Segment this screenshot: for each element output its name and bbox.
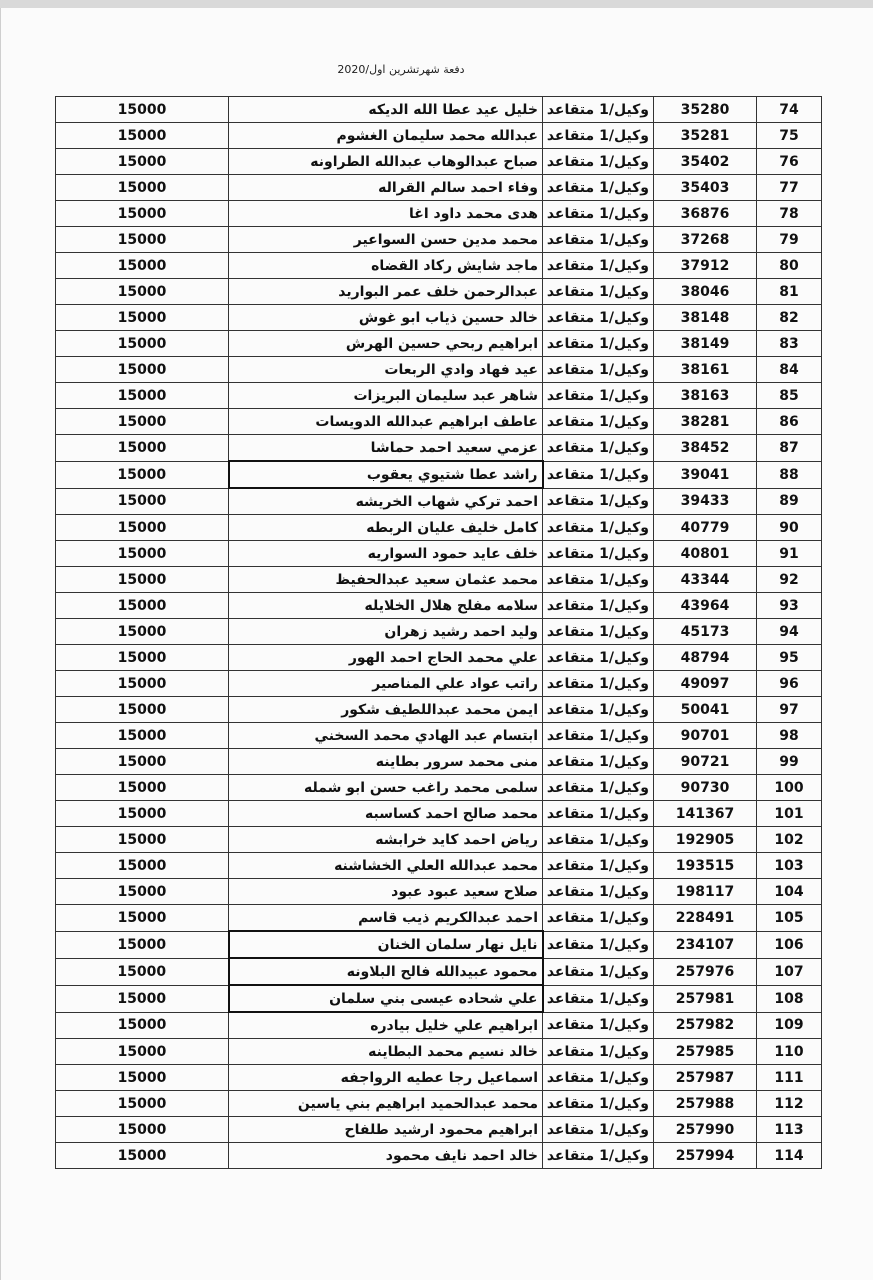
member-type-cell: وكيل/1 متقاعد xyxy=(543,1039,654,1065)
amount-cell: 15000 xyxy=(56,488,229,515)
member-id-cell: 257981 xyxy=(654,985,757,1012)
member-name-cell: خليل عيد عطا الله الديكه xyxy=(229,97,543,123)
table-row xyxy=(56,149,822,175)
row-number-cell: 112 xyxy=(757,1091,822,1117)
member-id-cell: 37268 xyxy=(654,227,757,253)
row-number-cell: 87 xyxy=(757,435,822,462)
table-row xyxy=(56,671,822,697)
row-number-cell: 104 xyxy=(757,879,822,905)
member-name-cell: علي شحاده عيسى بني سلمان xyxy=(229,985,543,1012)
member-id-cell: 141367 xyxy=(654,801,757,827)
row-number-cell: 111 xyxy=(757,1065,822,1091)
member-name-cell: ابراهيم علي خليل بيادره xyxy=(229,1012,543,1039)
member-id-cell: 257982 xyxy=(654,1012,757,1039)
member-id-cell: 38163 xyxy=(654,383,757,409)
member-name-cell: احمد تركي شهاب الخريشه xyxy=(229,488,543,515)
payment-table xyxy=(55,96,822,1169)
member-name-cell: كامل خليف عليان الربطه xyxy=(229,515,543,541)
member-id-cell: 38149 xyxy=(654,331,757,357)
row-number-cell: 90 xyxy=(757,515,822,541)
member-name-cell: راشد عطا شتيوي يعقوب xyxy=(229,461,543,488)
table-row xyxy=(56,905,822,932)
row-number-cell: 107 xyxy=(757,958,822,985)
amount-cell: 15000 xyxy=(56,905,229,932)
row-number-cell: 96 xyxy=(757,671,822,697)
member-name-cell: خالد نسيم محمد البطاينه xyxy=(229,1039,543,1065)
member-name-cell: خلف عايد حمود السواريه xyxy=(229,541,543,567)
row-number-cell: 113 xyxy=(757,1117,822,1143)
member-type-cell: وكيل/1 متقاعد xyxy=(543,931,654,958)
member-id-cell: 90701 xyxy=(654,723,757,749)
row-number-cell: 82 xyxy=(757,305,822,331)
amount-cell: 15000 xyxy=(56,879,229,905)
table-row xyxy=(56,97,822,123)
member-name-cell: عاطف ابراهيم عبدالله الدويسات xyxy=(229,409,543,435)
member-name-cell: خالد احمد نايف محمود xyxy=(229,1143,543,1169)
amount-cell: 15000 xyxy=(56,775,229,801)
member-type-cell: وكيل/1 متقاعد xyxy=(543,905,654,932)
member-id-cell: 43344 xyxy=(654,567,757,593)
member-id-cell: 257990 xyxy=(654,1117,757,1143)
member-id-cell: 38161 xyxy=(654,357,757,383)
member-type-cell: وكيل/1 متقاعد xyxy=(543,461,654,488)
member-name-cell: احمد عبدالكريم ذيب قاسم xyxy=(229,905,543,932)
member-type-cell: وكيل/1 متقاعد xyxy=(543,435,654,462)
member-id-cell: 35281 xyxy=(654,123,757,149)
member-id-cell: 38148 xyxy=(654,305,757,331)
row-number-cell: 101 xyxy=(757,801,822,827)
table-row xyxy=(56,175,822,201)
row-number-cell: 78 xyxy=(757,201,822,227)
amount-cell: 15000 xyxy=(56,357,229,383)
row-number-cell: 108 xyxy=(757,985,822,1012)
member-name-cell: محمد عثمان سعيد عبدالحفيظ xyxy=(229,567,543,593)
member-type-cell: وكيل/1 متقاعد xyxy=(543,1012,654,1039)
member-name-cell: راتب عواد علي المناصير xyxy=(229,671,543,697)
member-id-cell: 198117 xyxy=(654,879,757,905)
member-id-cell: 257976 xyxy=(654,958,757,985)
table-row xyxy=(56,985,822,1012)
member-name-cell: ابراهيم محمود ارشيد طلفاح xyxy=(229,1117,543,1143)
member-type-cell: وكيل/1 متقاعد xyxy=(543,619,654,645)
member-type-cell: وكيل/1 متقاعد xyxy=(543,97,654,123)
member-id-cell: 257985 xyxy=(654,1039,757,1065)
member-type-cell: وكيل/1 متقاعد xyxy=(543,801,654,827)
row-number-cell: 114 xyxy=(757,1143,822,1169)
member-type-cell: وكيل/1 متقاعد xyxy=(543,383,654,409)
amount-cell: 15000 xyxy=(56,619,229,645)
amount-cell: 15000 xyxy=(56,593,229,619)
member-type-cell: وكيل/1 متقاعد xyxy=(543,1065,654,1091)
table-row xyxy=(56,1117,822,1143)
row-number-cell: 81 xyxy=(757,279,822,305)
member-type-cell: وكيل/1 متقاعد xyxy=(543,488,654,515)
member-type-cell: وكيل/1 متقاعد xyxy=(543,201,654,227)
row-number-cell: 91 xyxy=(757,541,822,567)
member-name-cell: نايل نهار سلمان الخنان xyxy=(229,931,543,958)
member-type-cell: وكيل/1 متقاعد xyxy=(543,1091,654,1117)
member-type-cell: وكيل/1 متقاعد xyxy=(543,749,654,775)
member-id-cell: 48794 xyxy=(654,645,757,671)
member-type-cell: وكيل/1 متقاعد xyxy=(543,958,654,985)
table-row xyxy=(56,461,822,488)
member-type-cell: وكيل/1 متقاعد xyxy=(543,723,654,749)
row-number-cell: 88 xyxy=(757,461,822,488)
row-number-cell: 106 xyxy=(757,931,822,958)
table-row xyxy=(56,958,822,985)
member-id-cell: 257994 xyxy=(654,1143,757,1169)
member-type-cell: وكيل/1 متقاعد xyxy=(543,409,654,435)
table-row xyxy=(56,931,822,958)
member-id-cell: 38281 xyxy=(654,409,757,435)
document-page xyxy=(0,8,873,1280)
amount-cell: 15000 xyxy=(56,801,229,827)
member-type-cell: وكيل/1 متقاعد xyxy=(543,697,654,723)
member-name-cell: شاهر عبد سليمان البريزات xyxy=(229,383,543,409)
member-type-cell: وكيل/1 متقاعد xyxy=(543,305,654,331)
row-number-cell: 86 xyxy=(757,409,822,435)
row-number-cell: 100 xyxy=(757,775,822,801)
row-number-cell: 94 xyxy=(757,619,822,645)
member-type-cell: وكيل/1 متقاعد xyxy=(543,253,654,279)
amount-cell: 15000 xyxy=(56,827,229,853)
row-number-cell: 109 xyxy=(757,1012,822,1039)
member-name-cell: هدى محمد داود اغا xyxy=(229,201,543,227)
row-number-cell: 85 xyxy=(757,383,822,409)
table-row xyxy=(56,435,822,462)
row-number-cell: 77 xyxy=(757,175,822,201)
member-type-cell: وكيل/1 متقاعد xyxy=(543,175,654,201)
member-type-cell: وكيل/1 متقاعد xyxy=(543,827,654,853)
amount-cell: 15000 xyxy=(56,1039,229,1065)
amount-cell: 15000 xyxy=(56,149,229,175)
table-row xyxy=(56,801,822,827)
row-number-cell: 103 xyxy=(757,853,822,879)
member-type-cell: وكيل/1 متقاعد xyxy=(543,1143,654,1169)
member-id-cell: 90721 xyxy=(654,749,757,775)
amount-cell: 15000 xyxy=(56,1091,229,1117)
table-row xyxy=(56,1039,822,1065)
amount-cell: 15000 xyxy=(56,1143,229,1169)
member-name-cell: محمد عبدالحميد ابراهيم بني ياسين xyxy=(229,1091,543,1117)
member-type-cell: وكيل/1 متقاعد xyxy=(543,515,654,541)
row-number-cell: 97 xyxy=(757,697,822,723)
table-row xyxy=(56,1012,822,1039)
table-row xyxy=(56,645,822,671)
table-row xyxy=(56,331,822,357)
amount-cell: 15000 xyxy=(56,383,229,409)
row-number-cell: 105 xyxy=(757,905,822,932)
table-row xyxy=(56,123,822,149)
member-type-cell: وكيل/1 متقاعد xyxy=(543,149,654,175)
member-name-cell: ايمن محمد عبداللطيف شكور xyxy=(229,697,543,723)
table-row xyxy=(56,593,822,619)
member-name-cell: صلاح سعيد عبود عبود xyxy=(229,879,543,905)
amount-cell: 15000 xyxy=(56,253,229,279)
member-name-cell: محمد صالح احمد كساسبه xyxy=(229,801,543,827)
table-row xyxy=(56,1143,822,1169)
member-id-cell: 37912 xyxy=(654,253,757,279)
member-name-cell: عزمي سعيد احمد حماشا xyxy=(229,435,543,462)
amount-cell: 15000 xyxy=(56,331,229,357)
row-number-cell: 95 xyxy=(757,645,822,671)
amount-cell: 15000 xyxy=(56,435,229,462)
member-id-cell: 257987 xyxy=(654,1065,757,1091)
table-row xyxy=(56,775,822,801)
amount-cell: 15000 xyxy=(56,461,229,488)
member-type-cell: وكيل/1 متقاعد xyxy=(543,775,654,801)
amount-cell: 15000 xyxy=(56,931,229,958)
member-type-cell: وكيل/1 متقاعد xyxy=(543,357,654,383)
member-id-cell: 193515 xyxy=(654,853,757,879)
table-row xyxy=(56,305,822,331)
table-row xyxy=(56,567,822,593)
member-id-cell: 49097 xyxy=(654,671,757,697)
member-type-cell: وكيل/1 متقاعد xyxy=(543,227,654,253)
member-name-cell: عبدالله محمد سليمان الغشوم xyxy=(229,123,543,149)
table-row xyxy=(56,279,822,305)
table-row xyxy=(56,697,822,723)
table-row xyxy=(56,723,822,749)
amount-cell: 15000 xyxy=(56,671,229,697)
member-name-cell: سلامه مفلح هلال الخلايله xyxy=(229,593,543,619)
row-number-cell: 84 xyxy=(757,357,822,383)
table-row xyxy=(56,1091,822,1117)
member-id-cell: 45173 xyxy=(654,619,757,645)
table-row xyxy=(56,253,822,279)
member-type-cell: وكيل/1 متقاعد xyxy=(543,331,654,357)
member-name-cell: عيد فهاد وادي الربعات xyxy=(229,357,543,383)
amount-cell: 15000 xyxy=(56,305,229,331)
member-name-cell: عبدالرحمن خلف عمر البواريد xyxy=(229,279,543,305)
table-row xyxy=(56,357,822,383)
member-id-cell: 40801 xyxy=(654,541,757,567)
member-id-cell: 40779 xyxy=(654,515,757,541)
amount-cell: 15000 xyxy=(56,697,229,723)
member-name-cell: محمود عبيدالله فالح البلاونه xyxy=(229,958,543,985)
amount-cell: 15000 xyxy=(56,645,229,671)
table-row xyxy=(56,541,822,567)
table-row xyxy=(56,619,822,645)
row-number-cell: 102 xyxy=(757,827,822,853)
member-type-cell: وكيل/1 متقاعد xyxy=(543,671,654,697)
table-row xyxy=(56,515,822,541)
member-name-cell: سلمى محمد راغب حسن ابو شمله xyxy=(229,775,543,801)
member-id-cell: 39433 xyxy=(654,488,757,515)
member-id-cell: 39041 xyxy=(654,461,757,488)
member-type-cell: وكيل/1 متقاعد xyxy=(543,541,654,567)
amount-cell: 15000 xyxy=(56,1117,229,1143)
row-number-cell: 92 xyxy=(757,567,822,593)
row-number-cell: 98 xyxy=(757,723,822,749)
amount-cell: 15000 xyxy=(56,853,229,879)
member-id-cell: 43964 xyxy=(654,593,757,619)
member-type-cell: وكيل/1 متقاعد xyxy=(543,567,654,593)
member-name-cell: وليد احمد رشيد زهران xyxy=(229,619,543,645)
document-title: دفعة شهرتشرين اول/2020 xyxy=(337,63,465,76)
member-type-cell: وكيل/1 متقاعد xyxy=(543,123,654,149)
amount-cell: 15000 xyxy=(56,175,229,201)
member-name-cell: اسماعيل رجا عطيه الرواجفه xyxy=(229,1065,543,1091)
amount-cell: 15000 xyxy=(56,515,229,541)
member-id-cell: 38452 xyxy=(654,435,757,462)
amount-cell: 15000 xyxy=(56,201,229,227)
table-row xyxy=(56,749,822,775)
row-number-cell: 99 xyxy=(757,749,822,775)
member-name-cell: ابراهيم ربحي حسين الهرش xyxy=(229,331,543,357)
member-id-cell: 234107 xyxy=(654,931,757,958)
member-id-cell: 90730 xyxy=(654,775,757,801)
payment-table-body xyxy=(56,97,822,1169)
member-id-cell: 35280 xyxy=(654,97,757,123)
row-number-cell: 79 xyxy=(757,227,822,253)
member-name-cell: محمد مدين حسن السواعير xyxy=(229,227,543,253)
amount-cell: 15000 xyxy=(56,567,229,593)
member-type-cell: وكيل/1 متقاعد xyxy=(543,985,654,1012)
amount-cell: 15000 xyxy=(56,985,229,1012)
table-row xyxy=(56,383,822,409)
amount-cell: 15000 xyxy=(56,409,229,435)
table-row xyxy=(56,227,822,253)
table-row xyxy=(56,409,822,435)
member-name-cell: وفاء احمد سالم القراله xyxy=(229,175,543,201)
amount-cell: 15000 xyxy=(56,958,229,985)
row-number-cell: 89 xyxy=(757,488,822,515)
row-number-cell: 75 xyxy=(757,123,822,149)
member-name-cell: محمد عبدالله العلي الخشاشنه xyxy=(229,853,543,879)
amount-cell: 15000 xyxy=(56,279,229,305)
table-row xyxy=(56,853,822,879)
member-id-cell: 228491 xyxy=(654,905,757,932)
row-number-cell: 83 xyxy=(757,331,822,357)
member-id-cell: 192905 xyxy=(654,827,757,853)
member-name-cell: رياض احمد كايد خرابشه xyxy=(229,827,543,853)
row-number-cell: 80 xyxy=(757,253,822,279)
member-name-cell: علي محمد الحاج احمد الهور xyxy=(229,645,543,671)
row-number-cell: 74 xyxy=(757,97,822,123)
member-name-cell: صباح عبدالوهاب عبدالله الطراونه xyxy=(229,149,543,175)
member-id-cell: 257988 xyxy=(654,1091,757,1117)
amount-cell: 15000 xyxy=(56,1012,229,1039)
amount-cell: 15000 xyxy=(56,723,229,749)
table-row xyxy=(56,879,822,905)
member-type-cell: وكيل/1 متقاعد xyxy=(543,645,654,671)
amount-cell: 15000 xyxy=(56,123,229,149)
member-type-cell: وكيل/1 متقاعد xyxy=(543,879,654,905)
member-type-cell: وكيل/1 متقاعد xyxy=(543,853,654,879)
amount-cell: 15000 xyxy=(56,97,229,123)
member-type-cell: وكيل/1 متقاعد xyxy=(543,593,654,619)
member-name-cell: خالد حسين ذياب ابو غوش xyxy=(229,305,543,331)
row-number-cell: 76 xyxy=(757,149,822,175)
table-row xyxy=(56,827,822,853)
member-type-cell: وكيل/1 متقاعد xyxy=(543,279,654,305)
member-name-cell: ماجد شايش ركاد القضاه xyxy=(229,253,543,279)
table-row xyxy=(56,1065,822,1091)
member-id-cell: 36876 xyxy=(654,201,757,227)
amount-cell: 15000 xyxy=(56,749,229,775)
table-row xyxy=(56,488,822,515)
amount-cell: 15000 xyxy=(56,1065,229,1091)
member-id-cell: 35403 xyxy=(654,175,757,201)
row-number-cell: 93 xyxy=(757,593,822,619)
member-type-cell: وكيل/1 متقاعد xyxy=(543,1117,654,1143)
row-number-cell: 110 xyxy=(757,1039,822,1065)
member-id-cell: 50041 xyxy=(654,697,757,723)
member-name-cell: منى محمد سرور بطاينه xyxy=(229,749,543,775)
table-row xyxy=(56,201,822,227)
amount-cell: 15000 xyxy=(56,541,229,567)
amount-cell: 15000 xyxy=(56,227,229,253)
member-id-cell: 38046 xyxy=(654,279,757,305)
member-id-cell: 35402 xyxy=(654,149,757,175)
member-name-cell: ابتسام عبد الهادي محمد السخني xyxy=(229,723,543,749)
